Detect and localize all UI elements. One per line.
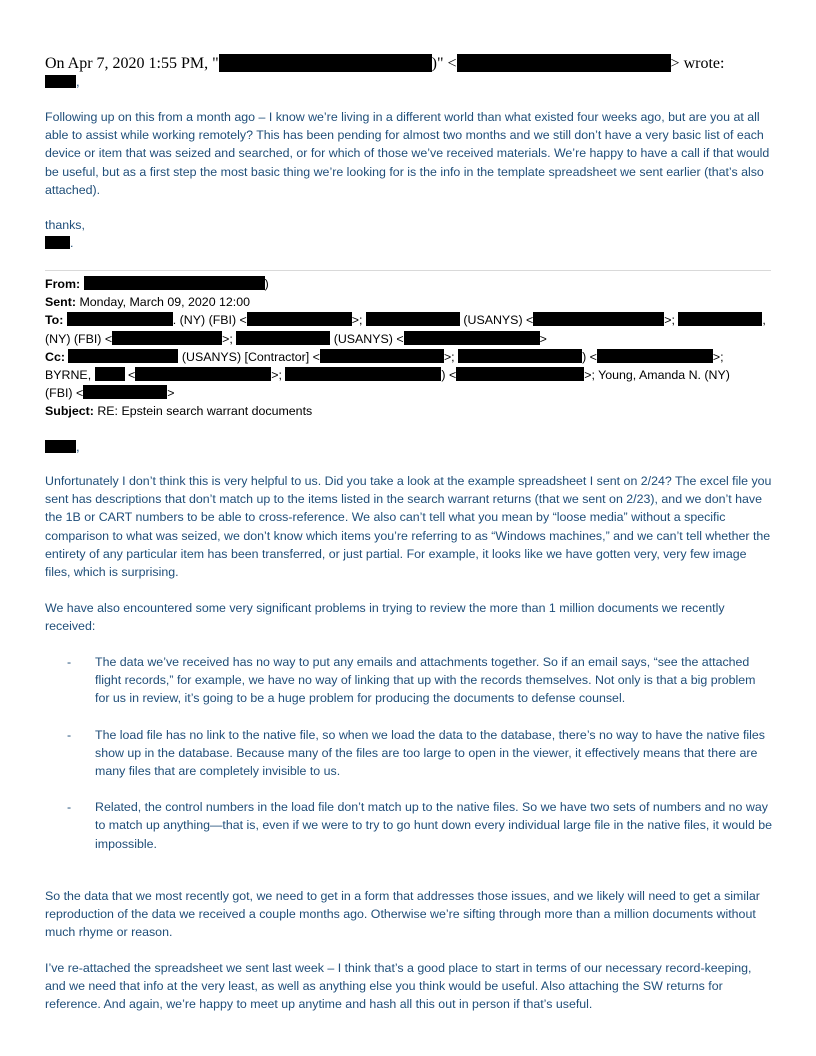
email2-paragraph-4: I’ve re-attached the spreadsheet we sent last week – I think that’s a good place to start in terms of our necessary record-keeping, and we need that info at the very least, as well as anything else you think would be useful. Also attaching the SW returns for reference. And again, we’re happy to meet up anytime and hash all this out in person if that’s useful. bbox=[45, 961, 752, 1012]
redaction bbox=[456, 367, 584, 381]
to-line: To: . (NY) (FBI) < >; (USANYS) < >; , bbox=[45, 313, 766, 328]
redaction bbox=[366, 312, 460, 326]
redaction bbox=[83, 385, 167, 399]
list-item: - The data we’ve received has no way to put any emails and attachments together. So if an email says, “see the attached flight records,” for example, we have no way of linking that up with the records themselves. Not only is that a big problem for us in review, it’s going to be a huge problem for producing the documents to defense counsel. bbox=[67, 655, 756, 706]
email2-paragraph-1: Unfortunately I don’t think this is very helpful to us. Did you take a look at the example spreadsheet I sent on 2/24? The excel file you sent has descriptions that don’t match up to the items listed in the search warrant returns (that we sent on 2/23), and we don’t have the 1B or CART numbers to be able to cross-reference. We also can’t tell what you mean by “loose media” without a specific comparison to what was seized, we don’t know which items you’re referring to as “Windows machines,” and we can’t tell whether the entirety of any particular item has been transferred, or just partial. For example, it looks like we have gotten very, very few image files, which is surprising. bbox=[45, 474, 772, 580]
redaction bbox=[404, 331, 540, 345]
redaction bbox=[84, 276, 265, 290]
wrote-suffix: > wrote: bbox=[670, 55, 725, 72]
redaction bbox=[458, 349, 582, 363]
redaction bbox=[457, 54, 671, 72]
redaction bbox=[45, 75, 76, 88]
redaction bbox=[597, 349, 713, 363]
redaction bbox=[67, 312, 173, 326]
separator-line bbox=[45, 270, 771, 271]
redaction bbox=[68, 349, 178, 363]
email1-body: Following up on this from a month ago – I know we’re living in a different world than what existed four weeks ago, but are you at all able to assist while working remotely? This has been pending for almost two months and we still don’t have a very basic list of each device or item that was seized and searched, or for which of those we’ve received materials. We’re happy to have a call if that would be useful, but as a first step the most basic thing we’re looking for is the info in the template spreadsheet we sent earlier (that’s also attached). bbox=[45, 110, 770, 197]
redaction bbox=[247, 312, 352, 326]
sent-line: Sent: Monday, March 09, 2020 12:00 bbox=[45, 295, 251, 310]
redaction bbox=[95, 367, 125, 381]
cc-line-cont: BYRNE, < >; ) < >; Young, Amanda N. (NY) bbox=[45, 368, 730, 383]
email2-paragraph-3: So the data that we most recently got, we need to get in a form that addresses those issues, and we likely will need to get a similar reproduction of the data we received a couple months ago. Otherwise we’re sifting through more than a million documents without much rhyme or reason. bbox=[45, 889, 760, 940]
redaction bbox=[320, 349, 444, 363]
email2-paragraph-2: We have also encountered some very significant problems in trying to review the more than 1 million documents we recently received: bbox=[45, 601, 725, 634]
cc-line-cont2: (FBI) < > bbox=[45, 386, 175, 401]
email-header-block bbox=[45, 275, 773, 421]
redaction bbox=[45, 440, 76, 453]
subject-line: Subject: RE: Epstein search warrant documents bbox=[45, 404, 313, 419]
wrote-prefix: On Apr 7, 2020 1:55 PM, " bbox=[45, 55, 219, 72]
email1-thanks: thanks, bbox=[45, 218, 85, 232]
redaction bbox=[45, 236, 70, 249]
greeting-2: , bbox=[45, 439, 80, 454]
greeting-1: , bbox=[45, 74, 80, 89]
from-line: From: ) bbox=[45, 277, 269, 291]
redaction bbox=[533, 312, 664, 326]
redaction bbox=[678, 312, 762, 326]
redaction bbox=[285, 367, 441, 381]
issue-list bbox=[45, 653, 773, 871]
cc-line: Cc: (USANYS) [Contractor] < >; ) < >; bbox=[45, 349, 724, 364]
redaction bbox=[236, 331, 330, 345]
redaction bbox=[112, 331, 222, 345]
redaction bbox=[219, 54, 432, 72]
list-item: - The load file has no link to the native file, so when we load the data to the database, there’s no way to have the native files show up in the database. Because many of the files are too large to open in the viewer, it effectively means that there are many files that are completely invisible to us. bbox=[67, 727, 765, 779]
list-item: - Related, the control numbers in the load file don’t match up to the native files. So we have two sets of numbers and no way to match up anything—that is, even if we were to try to go hunt down every individual large file in the native files, it would be impossible. bbox=[67, 800, 773, 851]
quoted-header-line bbox=[45, 54, 785, 73]
email1-signature: . bbox=[45, 234, 773, 252]
redaction bbox=[135, 367, 271, 381]
to-line-cont: (NY) (FBI) < >; (USANYS) < > bbox=[45, 331, 547, 346]
wrote-mid: )" < bbox=[431, 55, 457, 72]
